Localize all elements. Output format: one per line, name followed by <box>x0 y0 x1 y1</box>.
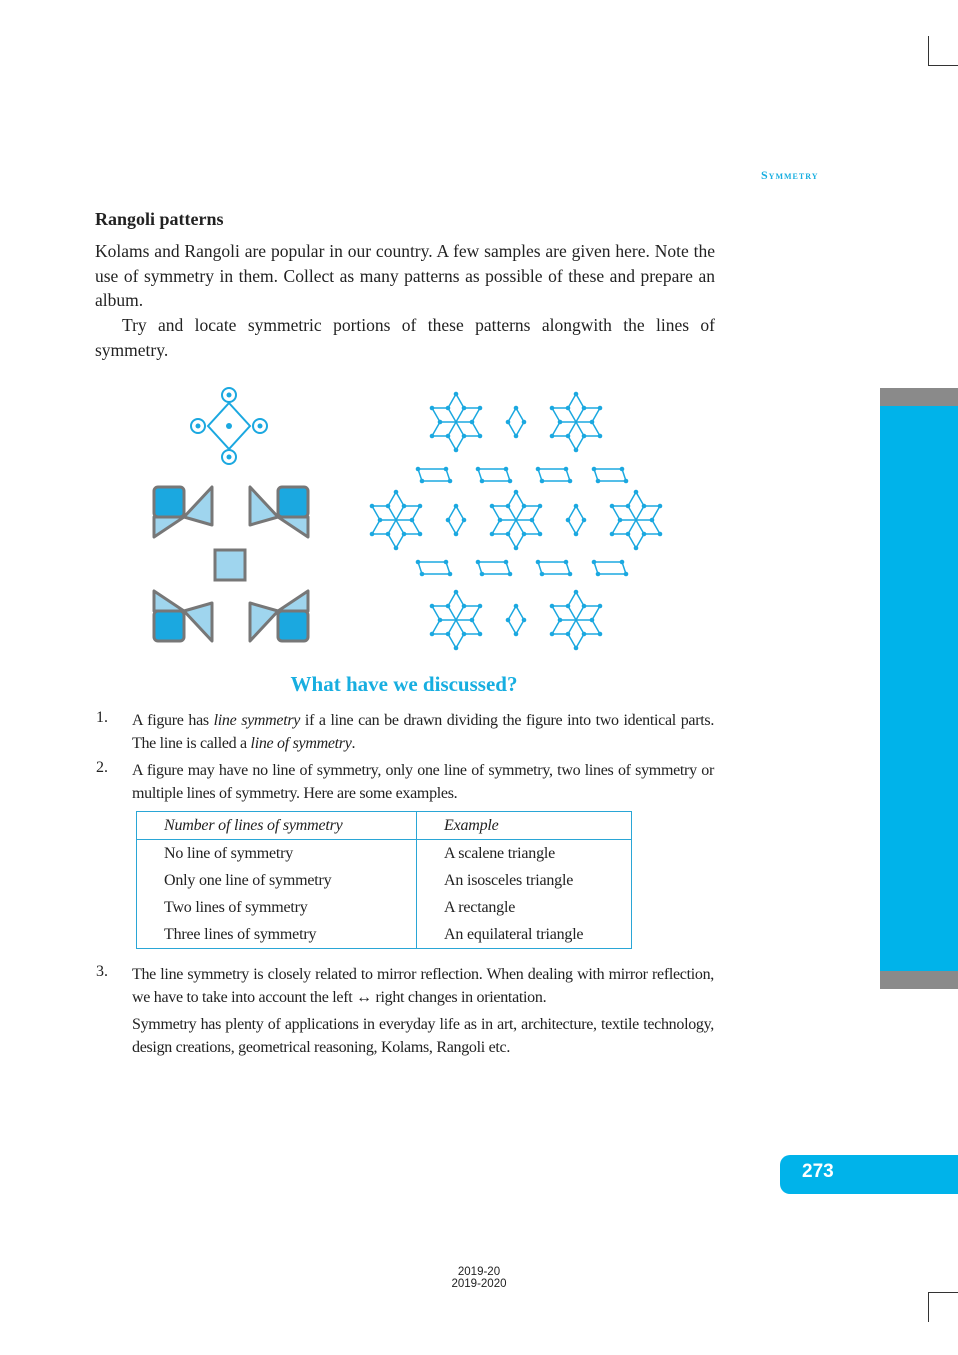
crop-mark-top-right <box>928 36 958 66</box>
table-cell: A scalene triangle <box>444 844 556 862</box>
table-header-lines: Number of lines of symmetry <box>137 812 417 840</box>
table-cell: Two lines of symmetry <box>137 894 417 921</box>
item-number-2: 2. <box>96 759 108 776</box>
table-cell: Only one line of symmetry <box>137 867 417 894</box>
table-row <box>137 921 632 949</box>
side-tab-blue <box>880 406 958 971</box>
crop-mark-bottom-right <box>928 1292 958 1322</box>
table-row <box>137 867 632 894</box>
table-header-example: Example <box>417 812 632 840</box>
table-header-row <box>137 812 632 840</box>
paragraph-task: Try and locate symmetric portions of these patterns alongwith the lines of symmetry. <box>95 315 715 360</box>
symmetry-table <box>136 811 632 949</box>
item-number-1: 1. <box>96 709 108 726</box>
table-cell: Three lines of symmetry <box>137 921 417 949</box>
discussion-item-3: The line symmetry is closely related to mirror reflection. When dealing with mirror reflection, we have to take into account the left ↔ right changes in orientation. <box>132 966 714 1006</box>
discussion-item-3-continued: Symmetry has plenty of applications in everyday life as in art, architecture, textile technology, design creations, geometrical reasoning, Kolams, Rangoli etc. <box>132 1016 714 1056</box>
discussion-item-1: A figure has line symmetry if a line can be drawn dividing the figure into two identical parts. The line is called a line of symmetry. <box>132 712 715 752</box>
rangoli-tile-figure <box>150 483 312 645</box>
item-number-3: 3. <box>96 963 108 980</box>
paragraph-intro: Kolams and Rangoli are popular in our country. A few samples are given here. Note the use of symmetry in them. Collect as many patterns as possible of these and prepare an album. <box>95 241 715 310</box>
discussion-item-2: A figure may have no line of symmetry, only one line of symmetry, two lines of symmetry or multiple lines of symmetry. Here are some examples. <box>132 762 714 802</box>
table-cell: An isosceles triangle <box>444 871 574 889</box>
star-rangoli-figure <box>358 380 674 660</box>
table-cell: A rectangle <box>444 898 516 916</box>
table-cell: No line of symmetry <box>137 840 417 868</box>
page-number: 273 <box>802 1161 834 1182</box>
footer-year <box>0 1266 958 1290</box>
side-tab-grey-top <box>880 388 958 406</box>
footer-line-2: 2019-2020 <box>451 1278 507 1290</box>
chapter-running-head: Symmetry <box>761 168 819 182</box>
section-heading: Rangoli patterns <box>95 209 224 229</box>
discussion-title: What have we discussed? <box>290 672 518 696</box>
table-row <box>137 894 632 921</box>
table-row <box>137 840 632 868</box>
kolam-figure <box>186 383 272 469</box>
footer-line-1: 2019-20 <box>457 1266 501 1278</box>
table-cell: An equilateral triangle <box>444 925 584 943</box>
side-tab-grey-bottom <box>880 971 958 989</box>
